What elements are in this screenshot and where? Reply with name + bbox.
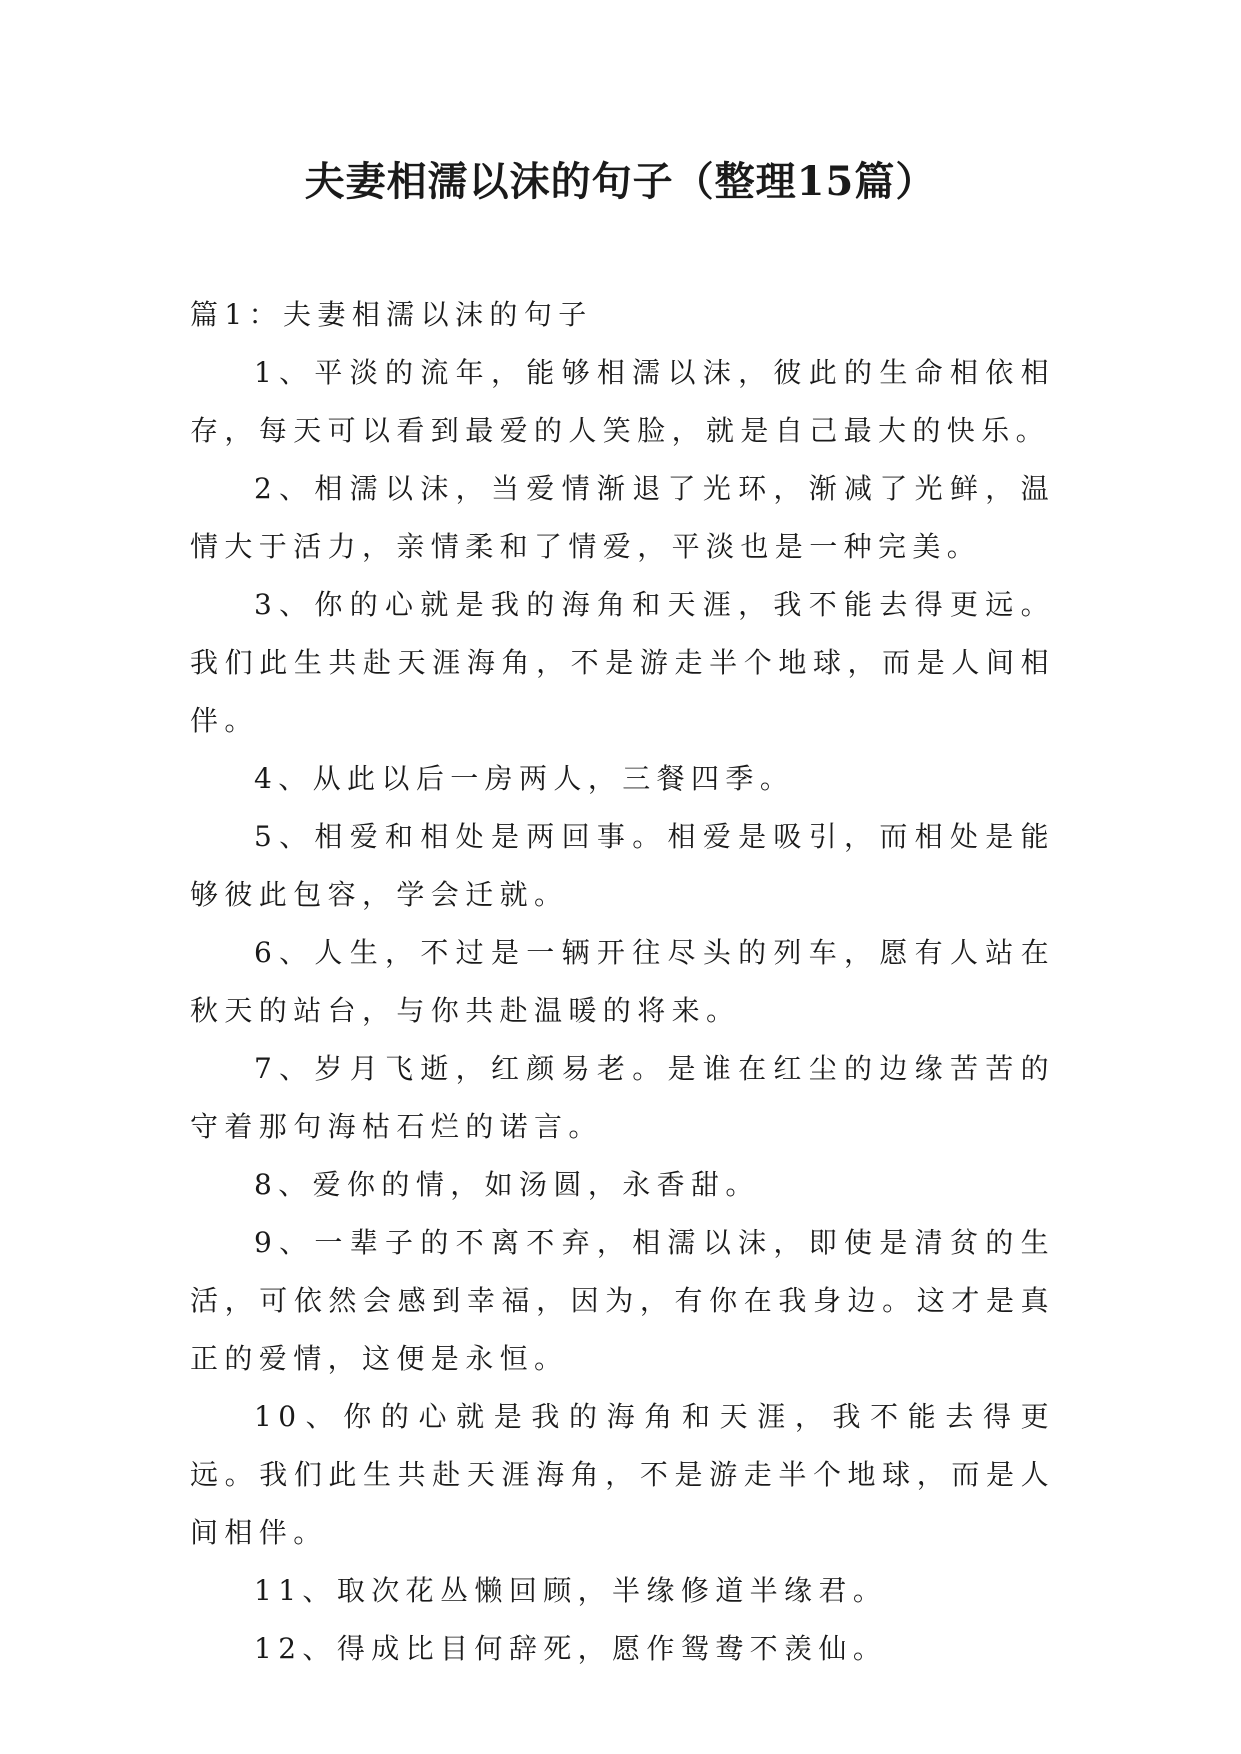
list-item: 2、相濡以沫，当爱情渐退了光环，渐减了光鲜，温情大于活力，亲情柔和了情爱，平淡也是一种完美。 (190, 472, 1055, 563)
list-item: 5、相爱和相处是两回事。相爱是吸引，而相处是能够彼此包容，学会迁就。 (190, 820, 1055, 911)
document-title: 夫妻相濡以沫的句子（整理15篇） (304, 158, 937, 205)
list-item: 1、平淡的流年，能够相濡以沫，彼此的生命相依相存，每天可以看到最爱的人笑脸，就是自己最大的快乐。 (190, 356, 1055, 447)
list-item: 4、从此以后一房两人，三餐四季。 (254, 762, 795, 795)
list-item: 12、得成比目何辞死，愿作鸳鸯不羡仙。 (254, 1632, 888, 1665)
list-item: 8、爱你的情，如汤圆，永香甜。 (254, 1168, 760, 1201)
list-item: 10、你的心就是我的海角和天涯，我不能去得更远。我们此生共赴天涯海角，不是游走半个地球，而是人间相伴。 (190, 1400, 1055, 1549)
list-item: 6、人生，不过是一辆开往尽头的列车，愿有人站在秋天的站台，与你共赴温暖的将来。 (190, 936, 1055, 1027)
list-item: 3、你的心就是我的海角和天涯，我不能去得更远。我们此生共赴天涯海角，不是游走半个地球，而是人间相伴。 (190, 588, 1055, 737)
list-item: 9、一辈子的不离不弃，相濡以沫，即使是清贫的生活，可依然会感到幸福，因为，有你在我身边。这才是真正的爱情，这便是永恒。 (190, 1226, 1055, 1375)
list-item: 7、岁月飞逝，红颜易老。是谁在红尘的边缘苦苦的守着那句海枯石烂的诺言。 (190, 1052, 1055, 1143)
list-item: 11、取次花丛懒回顾，半缘修道半缘君。 (254, 1574, 888, 1607)
document-body (190, 286, 1055, 1678)
section-heading: 篇1：夫妻相濡以沫的句子 (190, 298, 593, 331)
